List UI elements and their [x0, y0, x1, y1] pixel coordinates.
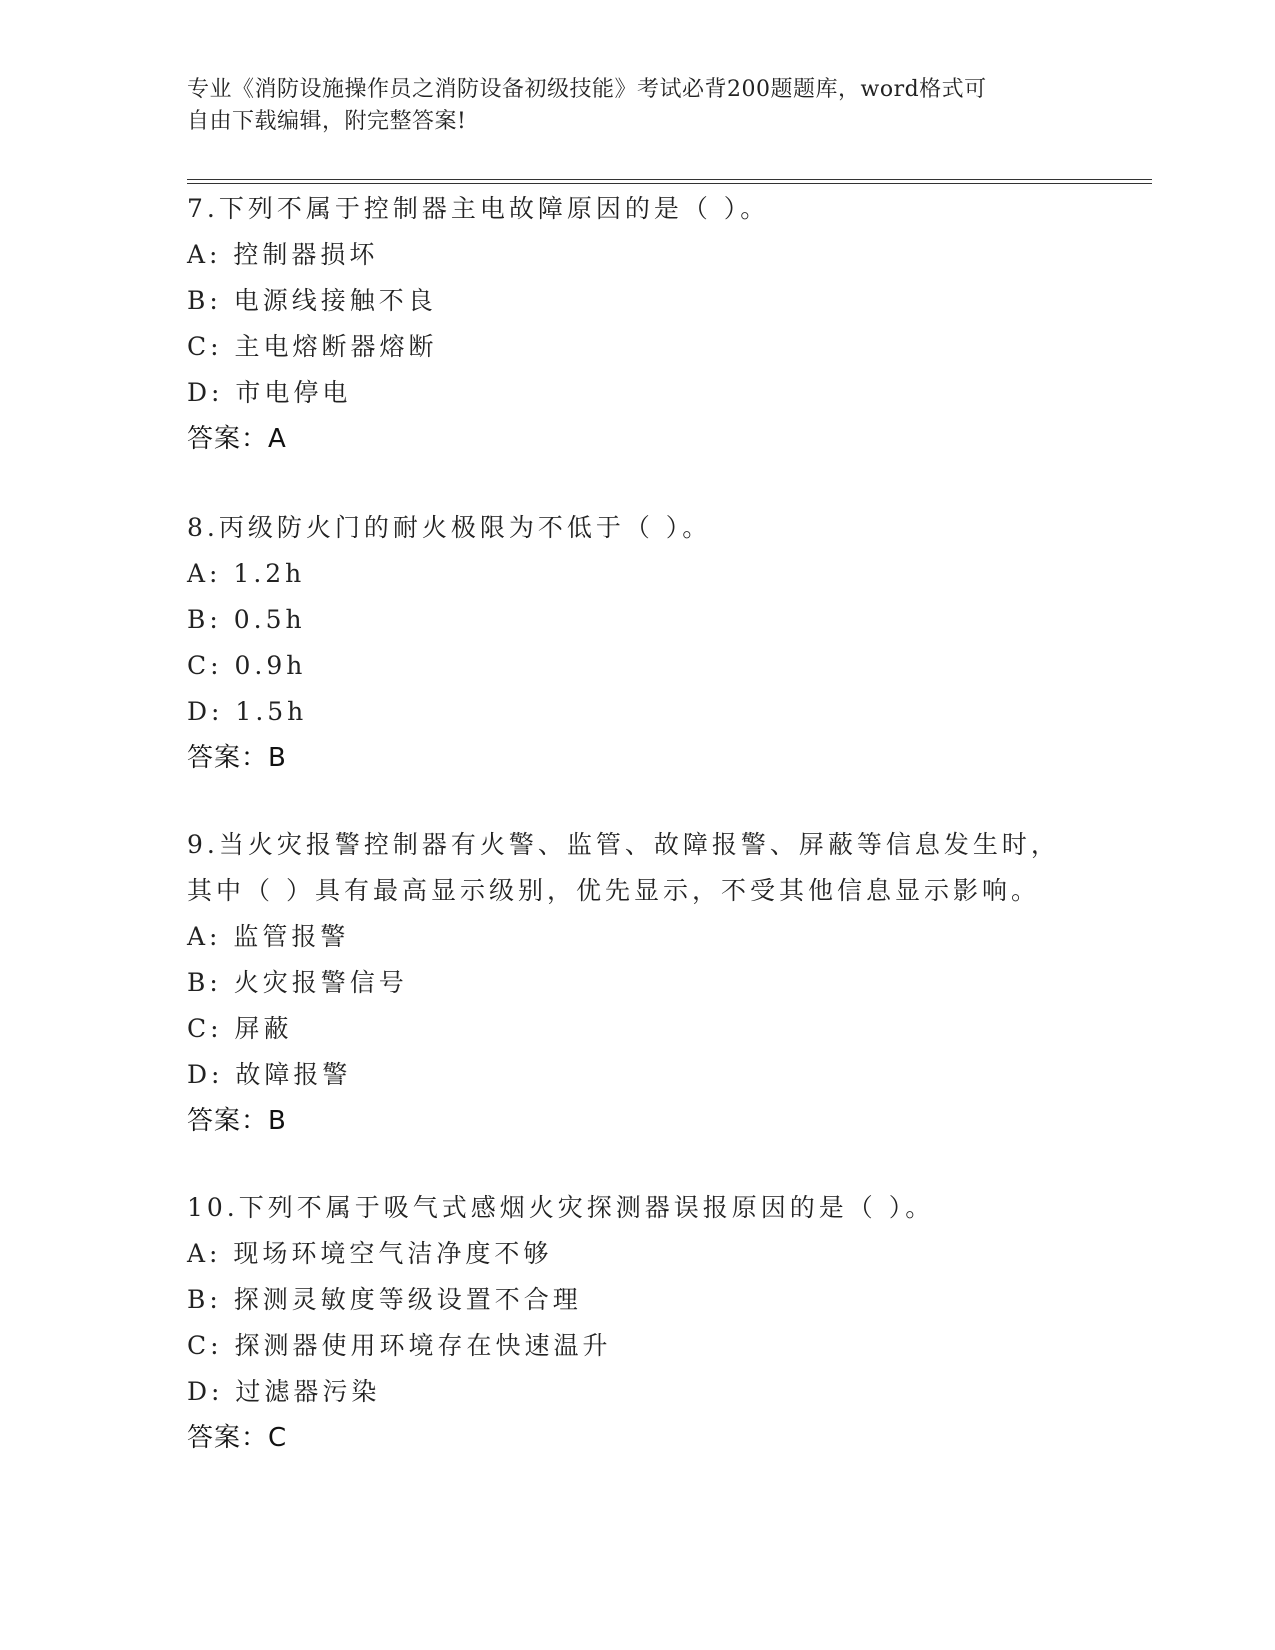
- header-divider-bottom: [187, 183, 1152, 184]
- option-c: C: 屏蔽: [187, 1014, 293, 1043]
- option-b: B: 探测灵敏度等级设置不合理: [187, 1285, 582, 1314]
- answer-line: 答案：B: [187, 1106, 287, 1136]
- option-c: C: 0.9h: [187, 651, 307, 680]
- question-stem-line-1: 9.当火灾报警控制器有火警、监管、故障报警、屏蔽等信息发生时，: [187, 830, 1060, 859]
- option-d: D: 故障报警: [187, 1060, 352, 1089]
- header-line-1: 专业《消防设施操作员之消防设备初级技能》考试必背200题题库，word格式可: [187, 77, 987, 102]
- header-divider-top: [187, 179, 1152, 180]
- question-stem: 7.下列不属于控制器主电故障原因的是（ ）。: [187, 194, 770, 223]
- question-9: [187, 822, 1087, 1144]
- option-d: D: 过滤器污染: [187, 1377, 381, 1406]
- option-c: C: 探测器使用环境存在快速温升: [187, 1331, 612, 1360]
- question-stem: 8.丙级防火门的耐火极限为不低于（ ）。: [187, 513, 712, 542]
- option-a: A: 监管报警: [187, 922, 350, 951]
- option-b: B: 0.5h: [187, 605, 306, 634]
- question-stem: 10.下列不属于吸气式感烟火灾探测器误报原因的是（ ）。: [187, 1193, 935, 1222]
- option-a: A: 控制器损坏: [187, 240, 379, 269]
- option-d: D: 市电停电: [187, 378, 352, 407]
- header-line-2: 自由下载编辑，附完整答案!: [187, 109, 467, 134]
- question-7: [187, 186, 1087, 462]
- option-d: D: 1.5h: [187, 697, 308, 726]
- option-a: A: 1.2h: [187, 559, 306, 588]
- question-10: [187, 1185, 1087, 1461]
- document-header: [187, 74, 1067, 138]
- question-8: [187, 505, 1087, 781]
- option-b: B: 火灾报警信号: [187, 968, 408, 997]
- answer-line: 答案：B: [187, 743, 287, 773]
- option-b: B: 电源线接触不良: [187, 286, 437, 315]
- question-stem-line-2: 其中（ ）具有最高显示级别，优先显示，不受其他信息显示影响。: [187, 876, 1040, 905]
- option-a: A: 现场环境空气洁净度不够: [187, 1239, 553, 1268]
- answer-line: 答案：C: [187, 1423, 288, 1453]
- answer-line: 答案：A: [187, 424, 287, 454]
- option-c: C: 主电熔断器熔断: [187, 332, 438, 361]
